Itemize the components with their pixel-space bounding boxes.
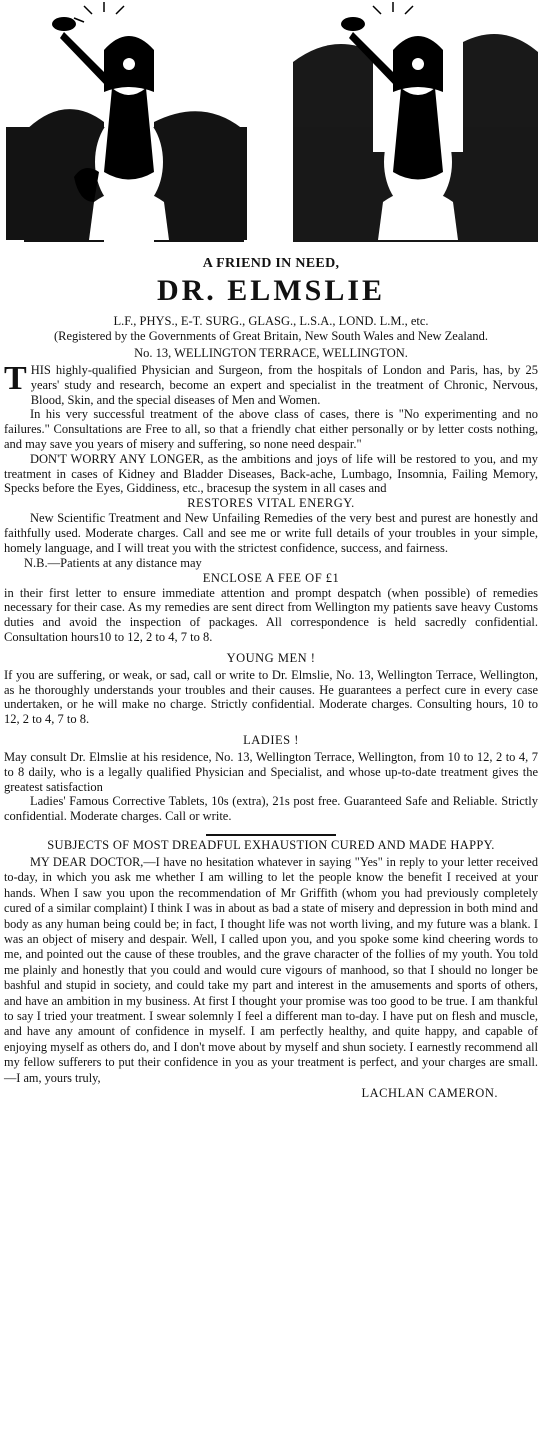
restores-heading: RESTORES VITAL ENERGY. [187, 496, 355, 511]
testimonial-letter: MY DEAR DOCTOR,—I have no hesitation whatever in saying "Yes" in reply to your letter received to-day, in which you ask me whether I am willing to let the people know the benefit I received at your hands. When I saw you upon the recommendation of Mr Griffith (whom you had previously completely cured of a similar complaint) I think I was in about as bad a state of misery and depression in both mind and body as any human being could be; in fact, I thought life was not worth living, and my future was a blank. I was an object of misery and despair. Well, I called upon you, and you spoke some kind cheering words to me, and pointed out the cause of these troubles, and the grave character of the follies of my youth. You told me plainly and honestly that you could and would cure vigours of manhood, so that I should no longer be bashful and stupid in society, and could take my part and interest in the amusements and sports of others, and have an ambition in my business. At first I thought your promise was too good to be true. I am thankful to say I tried your treatment. I swear solemnly I feel a different man to-day. I have put on flesh and muscle, and have any amount of confidence in myself. I am perfectly healthy, and quite happy, and capable of enjoying myself as others do, and I don't move about by myself and shun society. I earnestly recommend all my fellow sufferers to put their confidence in you as your treatment is perfect, and your charges are small.—I am, yours truly, [4, 854, 538, 1085]
illustrations-row [4, 0, 538, 244]
registration-text: (Registered by the Governments of Great Britain, New South Wales and New Zealand. [53, 329, 489, 343]
worry-paragraph: DON'T WORRY ANY LONGER, as the ambitions and joys of life will be restored to you, and my treatment in cases of Kidney and Bladder Diseases, Back-ache, Lumbago, Insomnia, Failing Memory, Specks before the Eyes, Giddiness, etc., bracesup the system in all cases and [4, 451, 538, 496]
woman-with-lamp-illustration-left [4, 2, 249, 242]
young-men-heading: YOUNG MEN ! [226, 650, 316, 665]
intro-paragraph: HIS highly-qualified Physician and Surgeon, from the hospitals of London and Paris, has, by 25 years' study and research, become an expert and specialist in the treatment of Chronic, Nervous, Blood, Skin, and the special diseases of Men and Women. [30, 363, 538, 407]
testimonial-heading: SUBJECTS OF MOST DREADFUL EXHAUSTION CURED AND MADE HAPPY. [47, 837, 495, 852]
nb-text: N.B.—Patients at any distance may [24, 555, 202, 570]
intro-section [4, 360, 538, 407]
doctor-name-heading: DR. ELMSLIE [156, 274, 386, 307]
tagline-heading: A FRIEND IN NEED, [202, 256, 340, 271]
drop-cap-letter: T [4, 360, 27, 397]
young-men-paragraph: If you are suffering, or weak, or sad, call or write to Dr. Elmslie, No. 13, Wellington Terrace, Wellington, as he thoroughly understands your troubles and their causes. He guarantees a perfect cure in every case undertaken, or he will make no charge. Strictly confidential. Moderate charges. Consulting hours, 10 to 12, 2 to 4, 7 to 8. [4, 667, 538, 727]
fee-heading: ENCLOSE A FEE OF £1 [202, 570, 340, 585]
fee-paragraph: in their first letter to ensure immediate attention and prompt despatch (when possible) of remedies necessary for their case. As my remedies are sent direct from Wellington my patients save heavy Customs duties and avoid the inspection of packages. All correspondence is held sacredly confidential. Consultation hours10 to 12, 2 to 4, 7 to 8. [4, 585, 538, 644]
ladies-paragraph: May consult Dr. Elmslie at his residence, No. 13, Wellington Terrace, Wellington, from 10 to 12, 2 to 4, 7 to 8 daily, who is a legally qualified Physician and Specialist, and whose up-to-date treatment gives the greatest satisfaction [4, 749, 538, 794]
tablets-paragraph: Ladies' Famous Corrective Tablets, 10s (extra), 21s post free. Guaranteed Safe and Reliable. Strictly confidential. Moderate charges. Call or write. [4, 794, 538, 824]
woman-with-lamp-illustration-right [293, 2, 538, 242]
testimonial-section [4, 855, 538, 1086]
divider-rule [206, 834, 336, 836]
treatment-paragraph: In his very successful treatment of the above class of cases, there is "No experimenting and no failures." Consultations are Free to all, so that a friendly chat either personally or by letter costs nothing, and may save you years of misery and suffering, so none need despair." [4, 407, 538, 451]
ladies-heading: LADIES ! [243, 732, 299, 747]
credentials-text: L.F., PHYS., E-T. SURG., GLASG., L.S.A., LOND. L.M., etc. [113, 314, 429, 328]
restores-paragraph: New Scientific Treatment and New Unfailing Remedies of the very best and purest are honestly and faithfully used. Moderate charges. Call and see me or write full details of your troubles in your simple, homely language, and I will treat you with the strictest confidence, success, and fairness. [4, 511, 538, 555]
testimonial-signature: LACHLAN CAMERON. [361, 1086, 498, 1101]
address-text: No. 13, WELLINGTON TERRACE, WELLINGTON. [134, 346, 408, 360]
